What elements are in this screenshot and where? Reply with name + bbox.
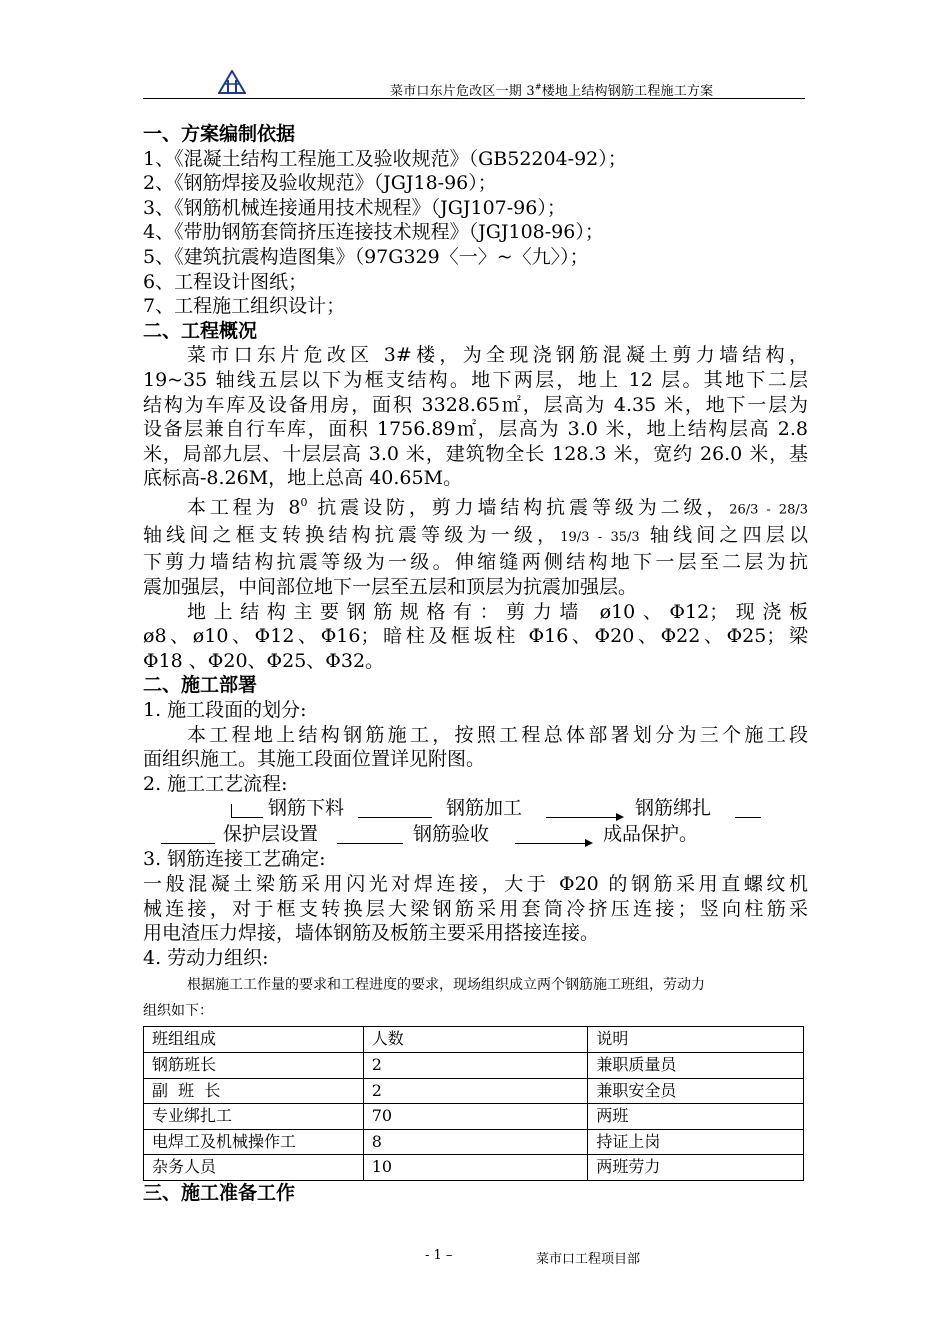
basis-item: 6、工程设计图纸；	[143, 270, 308, 293]
subsection-title: 3. 钢筋连接工艺确定:	[143, 848, 326, 871]
table-header-cell: 说明	[588, 1027, 804, 1053]
company-logo-icon	[218, 70, 246, 94]
flow-step-tying: 钢筋绑扎	[635, 797, 712, 820]
table-row	[144, 1078, 804, 1104]
flow-step-protection: 成品保护。	[603, 823, 699, 846]
table-row	[144, 1104, 804, 1130]
subsection-title: 4. 劳动力组织:	[143, 946, 269, 969]
table-cell: 兼职质量员	[588, 1052, 804, 1078]
subsection-title: 1. 施工段面的划分:	[143, 698, 307, 721]
table-cell: 兼职安全员	[588, 1078, 804, 1104]
section-heading-deployment: 二、施工部署	[143, 674, 258, 697]
flow-line	[161, 843, 215, 844]
seismic-line: 轴线间之框支转换结构抗震等级为一级，19/3 - 35/3 轴线间之四层以	[143, 523, 808, 546]
table-row	[144, 1155, 804, 1181]
connection-line: 一般混凝土梁筋采用闪光对焊连接，大于 Φ20 的钢筋采用直螺纹机	[143, 872, 808, 895]
table-cell: 两班	[588, 1104, 804, 1130]
labor-intro: 根据施工工作量的要求和工程进度的要求，现场组织成立两个钢筋施工班组，劳动力 组织如下：	[143, 977, 705, 1020]
process-flow-diagram	[143, 796, 808, 847]
flow-step-inspection: 钢筋验收	[413, 823, 490, 846]
section-heading-overview: 二、工程概况	[143, 319, 258, 342]
table-row	[144, 1052, 804, 1078]
header-rule	[143, 98, 805, 99]
overview-line: 米，局部九层、十层层高 3.0 米，建筑物全长 128.3 米，宽约 26.0 米，基	[143, 442, 808, 465]
table-header-cell: 班组组成	[144, 1027, 364, 1053]
connection-line: 用电渣压力焊接，墙体钢筋及板筋主要采用搭接连接。	[143, 922, 600, 945]
flow-line	[358, 817, 432, 818]
rebar-spec-line: Φ18 、Φ20、Φ25、Φ32。	[143, 649, 385, 672]
table-header-cell: 人数	[363, 1027, 588, 1053]
seismic-line: 下剪力墙结构抗震等级为一级。伸缩缝两侧结构地下一层至二层为抗	[143, 551, 808, 574]
table-cell: 8	[363, 1129, 588, 1155]
rebar-spec-line: ø8、ø10、Φ12、Φ16；暗柱及框坂柱 Φ16、Φ20、Φ22、Φ25；梁	[143, 625, 808, 648]
flow-line	[515, 843, 585, 844]
basis-item: 3、《钢筋机械连接通用技术规程》（JGJ107-96）；	[143, 196, 566, 219]
table-cell: 副 班 长	[144, 1078, 364, 1104]
flow-step-cover: 保护层设置	[223, 823, 319, 846]
flow-arrow-icon	[585, 839, 593, 847]
connection-line: 械连接，对于框支转换层大梁钢筋采用套筒冷挤压连接；竖向柱筋采	[143, 897, 808, 920]
flow-line	[546, 817, 616, 818]
labor-table	[143, 1026, 804, 1181]
flow-start-tick	[231, 804, 232, 817]
seismic-line: 本工程为 $8^0$ 抗震设防，剪力墙结构抗震等级为二级，26/3 - 28/3	[187, 495, 808, 519]
section-heading-basis: 一、方案编制依据	[143, 123, 296, 145]
table-header-row	[144, 1027, 804, 1053]
table-cell: 杂务人员	[144, 1155, 364, 1181]
table-cell: 70	[363, 1104, 588, 1130]
document-body	[143, 122, 808, 1205]
table-cell: 两班劳力	[588, 1155, 804, 1181]
division-line: 本工程地上结构钢筋施工，按照工程总体部署划分为三个施工段	[187, 723, 808, 746]
page-header-title: 菜市口东片危改区一期 3#楼地上结构钢筋工程施工方案	[390, 82, 714, 99]
basis-item: 7、工程施工组织设计；	[143, 295, 346, 318]
table-row	[144, 1129, 804, 1155]
section-heading-preparation: 三、施工准备工作	[143, 1181, 296, 1204]
footer-department: 菜市口工程项目部	[536, 1252, 641, 1267]
basis-item: 1、《混凝土结构工程施工及验收规范》（GB52204-92）；	[143, 147, 627, 170]
flow-line	[337, 843, 403, 844]
basis-item: 2、《钢筋焊接及验收规范》（JGJ18-96）；	[143, 172, 497, 195]
seismic-line: 震加强层，中间部位地下一层至五层和顶层为抗震加强层。	[143, 576, 638, 599]
flow-start-line	[231, 817, 263, 818]
table-cell: 持证上岗	[588, 1129, 804, 1155]
basis-item: 5、《建筑抗震构造图集》（97G329〈一〉~〈九〉）；	[143, 245, 589, 268]
table-cell: 专业绑扎工	[144, 1104, 364, 1130]
overview-line: 19~35 轴线五层以下为框支结构。地下两层，地上 12 层。其地下二层	[143, 368, 808, 391]
basis-item: 4、《带肋钢筋套筒挤压连接技术规程》（JGJ108-96）；	[143, 221, 604, 244]
overview-line: 菜市口东片危改区 3#楼，为全现浇钢筋混凝土剪力墙结构，	[187, 344, 808, 367]
subsection-title: 2. 施工工艺流程:	[143, 772, 288, 795]
rebar-spec-line: 地上结构主要钢筋规格有：剪力墙 ø10、Φ12；现浇板	[187, 600, 808, 623]
flow-step-processing: 钢筋加工	[446, 797, 523, 820]
table-cell: 2	[363, 1078, 588, 1104]
table-cell: 电焊工及机械操作工	[144, 1129, 364, 1155]
overview-line: 底标高-8.26M，地上总高 40.65M。	[143, 467, 463, 490]
table-cell: 钢筋班长	[144, 1052, 364, 1078]
overview-line: 设备层兼自行车库，面积 1756.89㎡，层高为 3.0 米，地上结构层高 2.8	[143, 418, 808, 441]
flow-line	[735, 817, 761, 818]
division-line: 面组织施工。其施工段面位置详见附图。	[143, 748, 486, 771]
flow-arrow-icon	[616, 813, 624, 821]
page-number: - 1 –	[425, 1248, 453, 1263]
table-cell: 2	[363, 1052, 588, 1078]
flow-step-cutting: 钢筋下料	[268, 797, 345, 820]
overview-line: 结构为车库及设备用房，面积 3328.65㎡，层高为 4.35 米，地下一层为	[143, 393, 808, 416]
table-cell: 10	[363, 1155, 588, 1181]
